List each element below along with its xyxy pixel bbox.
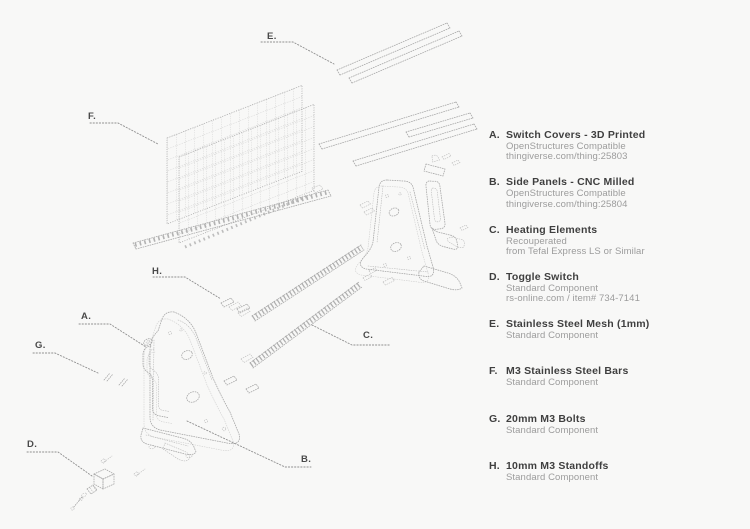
legend-head: [489, 224, 747, 236]
legend-item: [489, 318, 747, 365]
legend-letter: F.: [489, 365, 498, 378]
legend-details: [506, 237, 747, 258]
legend-head: [489, 413, 747, 425]
legend-details: [506, 284, 747, 305]
legend-detail-line: Standard Component: [506, 330, 599, 342]
leader-lines: [27, 42, 390, 476]
part-label-b: B.: [301, 454, 312, 465]
toggle-switch-drawing: [71, 469, 114, 510]
legend-details: [506, 426, 747, 436]
legend-detail-line: from Tefal Express LS or Similar: [506, 246, 645, 257]
legend-head: [489, 176, 747, 188]
legend-detail-line: rs-online.com / item# 734-7141: [506, 293, 640, 305]
legend-details: [506, 378, 747, 388]
legend: [489, 129, 747, 507]
legend-title: Heating Elements: [506, 223, 598, 236]
legend-detail-line: Standard Component: [506, 424, 599, 436]
mesh-strips-top: [337, 23, 462, 83]
part-label-g: G.: [35, 340, 46, 351]
legend-letter: G.: [489, 412, 501, 425]
legend-details: [506, 142, 747, 163]
legend-item: [489, 365, 747, 412]
legend-item: [489, 176, 747, 223]
part-label-e: E.: [267, 31, 277, 42]
mesh-panel: [167, 85, 314, 247]
legend-letter: E.: [489, 318, 500, 331]
legend-item: [489, 460, 747, 507]
part-label-f: F.: [88, 111, 97, 122]
legend-title: M3 Stainless Steel Bars: [506, 365, 629, 378]
legend-detail-line: thingiverse.com/thing:25803: [506, 151, 628, 163]
part-label-d: D.: [27, 439, 38, 450]
legend-head: [489, 129, 747, 141]
legend-letter: B.: [489, 176, 500, 189]
legend-details: [506, 331, 747, 341]
legend-details: [506, 189, 747, 210]
legend-title: Side Panels - CNC Milled: [506, 176, 635, 189]
heating-elements: [229, 245, 377, 368]
legend-letter: H.: [489, 460, 500, 473]
legend-title: Toggle Switch: [506, 270, 579, 283]
legend-title: 20mm M3 Bolts: [506, 412, 586, 425]
legend-detail-line: thingiverse.com/thing:25804: [506, 198, 628, 210]
part-label-c: C.: [363, 330, 374, 341]
lever-handle: [424, 155, 464, 249]
legend-detail-line: Standard Component: [506, 472, 599, 484]
switch-covers: [143, 337, 172, 423]
part-label-a: A.: [81, 311, 92, 322]
legend-detail-line: OpenStructures Compatible: [506, 188, 626, 200]
legend-letter: D.: [489, 270, 500, 283]
legend-head: [489, 318, 747, 330]
legend-title: 10mm M3 Standoffs: [506, 460, 609, 473]
legend-letter: C.: [489, 223, 500, 236]
steel-bars-middle: [319, 102, 477, 166]
legend-item: [489, 413, 747, 460]
legend-letter: A.: [489, 129, 500, 141]
legend-detail-line: Standard Component: [506, 377, 599, 389]
legend-title: Switch Covers - 3D Printed: [506, 129, 646, 141]
legend-head: [489, 365, 747, 377]
legend-head: [489, 271, 747, 283]
legend-head: [489, 460, 747, 472]
legend-detail-line: OpenStructures Compatible: [506, 141, 626, 152]
legend-detail-line: Standard Component: [506, 282, 599, 294]
legend-detail-line: Recouperated: [506, 235, 567, 247]
legend-item: [489, 271, 747, 318]
legend-title: Stainless Steel Mesh (1mm): [506, 318, 650, 331]
legend-item: [489, 129, 747, 176]
legend-details: [506, 473, 747, 483]
part-label-h: H.: [152, 266, 163, 277]
legend-item: [489, 224, 747, 271]
